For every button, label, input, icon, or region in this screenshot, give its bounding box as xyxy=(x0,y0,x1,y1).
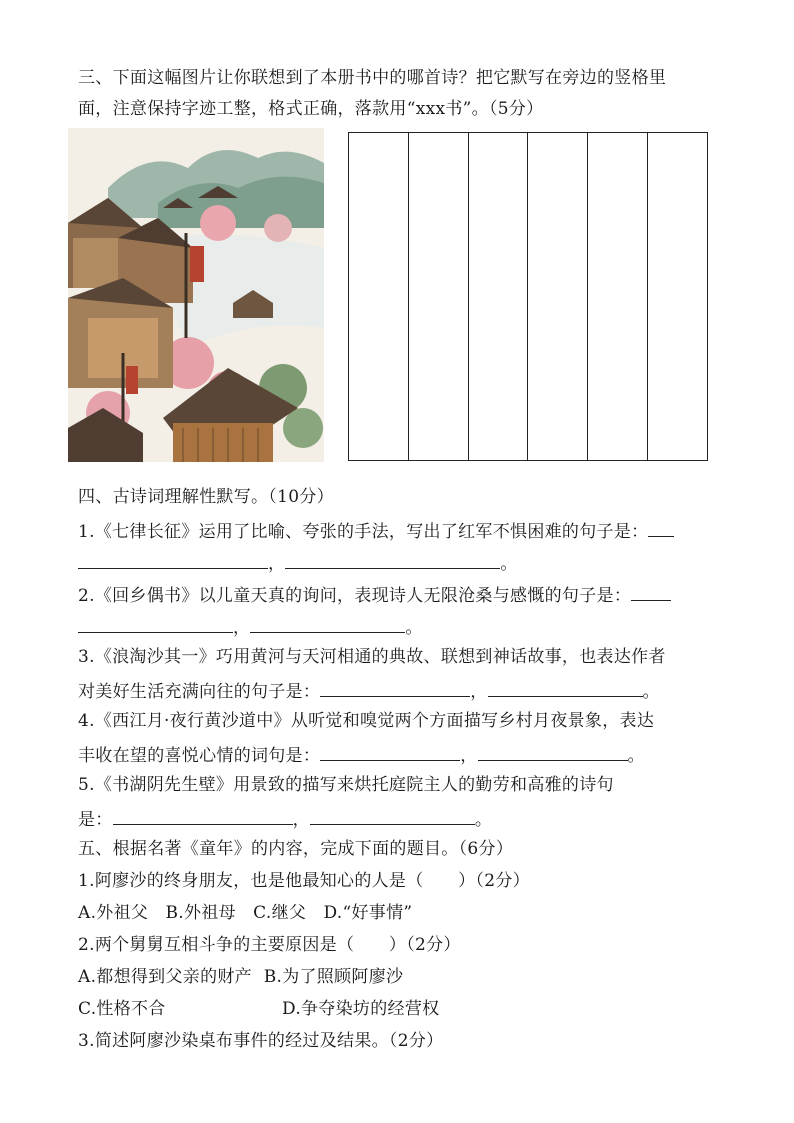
period: 。 xyxy=(627,746,645,766)
q3-line1: 3.《浪淘沙其一》巧用黄河与天河相通的典故、联想到神话故事，也表达作者 xyxy=(78,647,666,667)
period: 。 xyxy=(474,810,493,830)
q1-line1 xyxy=(78,518,674,543)
writing-column[interactable] xyxy=(469,133,529,460)
answer-blank[interactable] xyxy=(631,582,671,601)
comma: ， xyxy=(470,682,488,702)
writing-column[interactable] xyxy=(648,133,707,460)
section4-title: 四、古诗词理解性默写。（10分） xyxy=(78,487,334,507)
writing-column[interactable] xyxy=(588,133,648,460)
vertical-writing-grid xyxy=(348,132,708,461)
writing-column[interactable] xyxy=(528,133,588,460)
q5-text: 是： xyxy=(78,810,113,830)
s5-q2: 2.两个舅舅互相斗争的主要原因是（ ）（2分） xyxy=(78,935,461,955)
s5-q1: 1.阿廖沙的终身朋友，也是他最知心的人是（ ）（2分） xyxy=(78,871,530,891)
period: 。 xyxy=(500,554,518,574)
period: 。 xyxy=(642,682,660,702)
answer-blank[interactable] xyxy=(78,550,268,569)
s5-q3: 3.简述阿廖沙染桌布事件的经过及结果。（2分） xyxy=(78,1031,444,1051)
section3-line1: 三、下面这幅图片让你联想到了本册书中的哪首诗？把它默写在旁边的竖格里 xyxy=(78,68,667,88)
option-c: C.性格不合 xyxy=(78,999,166,1019)
comma: ， xyxy=(233,618,251,638)
landscape-painting xyxy=(68,128,324,462)
q4-line1: 4.《西江月·夜行黄沙道中》从听觉和嗅觉两个方面描写乡村月夜景象，表达 xyxy=(78,711,655,731)
answer-blank[interactable] xyxy=(285,550,500,569)
q2-text: 2.《回乡偶书》以儿童天真的询问，表现诗人无限沧桑与感慨的句子是： xyxy=(78,586,632,606)
answer-blank[interactable] xyxy=(320,678,470,697)
q3-line2 xyxy=(78,678,660,703)
answer-blank[interactable] xyxy=(478,742,628,761)
answer-blank[interactable] xyxy=(250,614,405,633)
q5-line1: 5.《书湖阴先生壁》用景致的描写来烘托庭院主人的勤劳和高雅的诗句 xyxy=(78,775,614,795)
s5-q2-options-ab xyxy=(78,966,403,988)
section5-title: 五、根据名著《童年》的内容，完成下面的题目。（6分） xyxy=(78,839,514,859)
comma: ， xyxy=(460,746,478,766)
answer-blank[interactable] xyxy=(320,742,460,761)
answer-blank[interactable] xyxy=(648,518,674,537)
comma: ， xyxy=(268,554,286,574)
answer-blank[interactable] xyxy=(113,806,293,825)
answer-blank[interactable] xyxy=(310,806,475,825)
q2-line1 xyxy=(78,582,671,607)
q3-text: 对美好生活充满向往的句子是： xyxy=(78,682,321,702)
section3-line2: 面，注意保持字迹工整，格式正确，落款用“xxx书”。（5分） xyxy=(78,99,544,119)
answer-blank[interactable] xyxy=(78,614,233,633)
q4-line2 xyxy=(78,742,645,767)
option-d: D.争夺染坊的经营权 xyxy=(282,999,440,1019)
s5-q2-options-cd xyxy=(78,998,439,1020)
period: 。 xyxy=(405,618,423,638)
option-b: B.为了照顾阿廖沙 xyxy=(263,967,404,987)
q2-line2 xyxy=(78,614,423,639)
q4-text: 丰收在望的喜悦心情的词句是： xyxy=(78,746,321,766)
s5-q1-options: A.外祖父 B.外祖母 C.继父 D.“好事情” xyxy=(78,903,413,923)
q1-text: 1.《七律长征》运用了比喻、夸张的手法，写出了红军不惧困难的句子是： xyxy=(78,522,649,542)
q5-line2 xyxy=(78,806,492,831)
writing-column[interactable] xyxy=(409,133,469,460)
comma: ， xyxy=(292,810,310,830)
option-a: A.都想得到父亲的财产 xyxy=(78,967,252,987)
q1-line2 xyxy=(78,550,518,575)
writing-column[interactable] xyxy=(349,133,409,460)
answer-blank[interactable] xyxy=(488,678,643,697)
